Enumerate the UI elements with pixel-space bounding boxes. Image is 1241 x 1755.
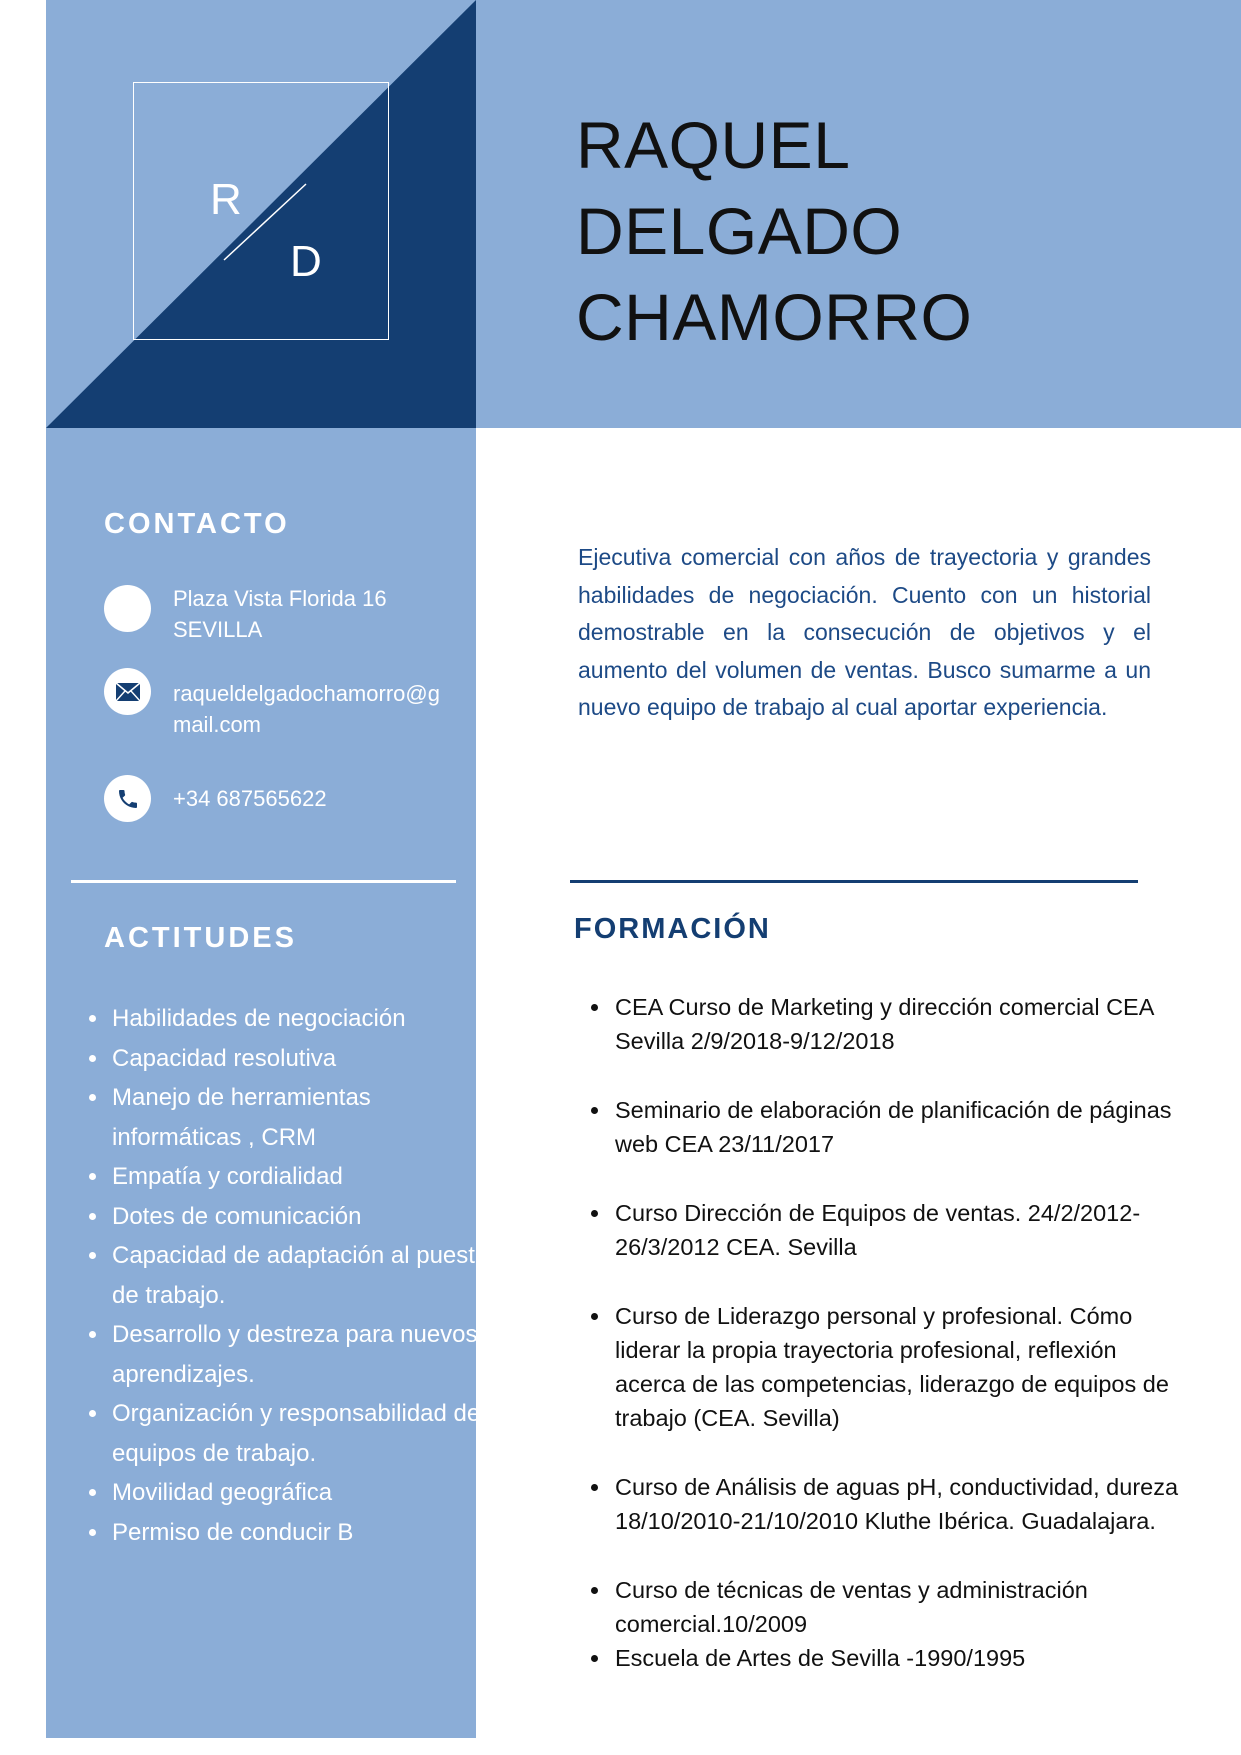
name-line-2: DELGADO [576, 194, 903, 268]
name-line-1: RAQUEL [576, 108, 851, 182]
list-item: • Capacidad resolutiva [110, 1039, 500, 1079]
list-item: • Escuela de Artes de Sevilla -1990/1995 [612, 1641, 1182, 1675]
name-line-3: CHAMORRO [576, 280, 973, 354]
contact-address [173, 583, 453, 645]
location-icon [104, 585, 151, 632]
list-item: • Curso Dirección de Equipos de ventas. 24/2/2012- 26/3/2012 CEA. Sevilla [612, 1196, 1182, 1264]
list-item: • Manejo de herramientas informáticas , CRM [110, 1078, 500, 1157]
monogram-letter-d: D [290, 237, 322, 286]
list-item: • Curso de técnicas de ventas y administración comercial.10/2009 [612, 1573, 1182, 1641]
contact-phone[interactable]: +34 687565622 [173, 786, 327, 811]
list-item: • Capacidad de adaptación al puesto de trabajo. [110, 1236, 500, 1315]
attitudes-heading: ACTITUDES [104, 922, 297, 954]
sidebar-divider [71, 880, 456, 883]
list-item: • Desarrollo y destreza para nuevos aprendizajes. [110, 1315, 500, 1394]
list-item: • Curso de Análisis de aguas pH, conductividad, dureza 18/10/2010-21/10/2010 Kluthe Ibérica. Guadalajara. [612, 1470, 1182, 1538]
profile-summary: Ejecutiva comercial con años de trayectoria y grandes habilidades de negociación. Cuento con un historial demostrable en la consecución de objetivos y el aumento del volumen de ventas. Busco sumarme a un nuevo equipo de trabajo al cual aportar experiencia. [578, 544, 1151, 720]
education-list [585, 990, 1182, 1675]
monogram-divider-line [222, 182, 334, 262]
list-item: • Curso de Liderazgo personal y profesional. Cómo liderar la propia trayectoria profesional, reflexión acerca de las competencias, liderazgo de equipos de trabajo (CEA. Sevilla) [612, 1299, 1182, 1435]
list-item: • Movilidad geográfica [110, 1473, 500, 1513]
main-divider [570, 880, 1138, 883]
list-item: • CEA Curso de Marketing y dirección comercial CEA Sevilla 2/9/2018-9/12/2018 [612, 990, 1182, 1058]
list-item: • Habilidades de negociación [110, 999, 500, 1039]
contact-email[interactable]: raqueldelgadochamorro@gmail.com [173, 681, 440, 737]
attitudes-list [84, 999, 500, 1552]
page-title [576, 102, 972, 360]
envelope-icon [104, 668, 151, 715]
list-item: • Dotes de comunicación [110, 1197, 500, 1237]
monogram-letter-r: R [210, 175, 242, 224]
education-heading: FORMACIÓN [574, 913, 771, 945]
list-item: • Organización y responsabilidad de equipos de trabajo. [110, 1394, 500, 1473]
list-item: • Seminario de elaboración de planificación de páginas web CEA 23/11/2017 [612, 1093, 1182, 1161]
address-line-1: Plaza Vista Florida 16 [173, 586, 387, 611]
list-item: • Permiso de conducir B [110, 1513, 500, 1553]
list-item: • Empatía y cordialidad [110, 1157, 500, 1197]
phone-icon [104, 775, 151, 822]
address-line-2: SEVILLA [173, 617, 263, 642]
contact-heading: CONTACTO [104, 508, 290, 540]
